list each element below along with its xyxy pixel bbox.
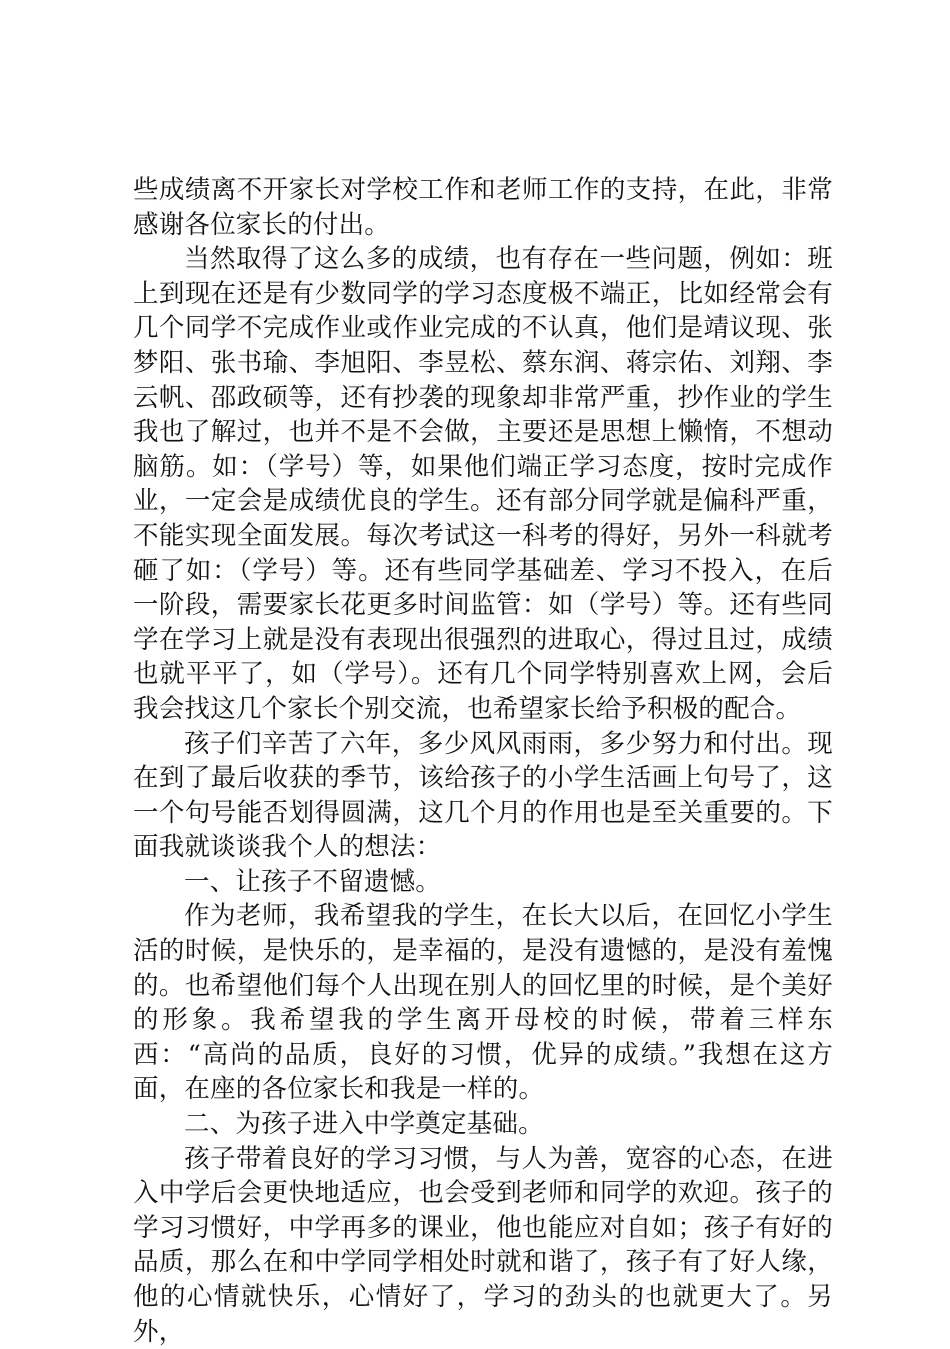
paragraph-harvest-season: 孩子们辛苦了六年，多少风风雨雨，多少努力和付出。现在到了最后收获的季节，该给孩子的小学生活画上句号了，这一个句号能否划得圆满，这几个月的作用也是至关重要的。下面我就谈谈我个人的想法： — [133, 728, 833, 863]
paragraph-middle-school: 孩子带着良好的学习习惯，与人为善，宽容的心态，在进入中学后会更快地适应，也会受到老师和同学的欢迎。孩子的学习习惯好，中学再多的课业，他也能应对自如；孩子有好的品质，那么在和中学同学相处时就和谐了，孩子有了好人缘，他的心情就快乐，心情好了，学习的劲头的也就更大了。另外， — [133, 1143, 833, 1347]
paragraph-no-regrets: 作为老师，我希望我的学生，在长大以后，在回忆小学生活的时候，是快乐的，是幸福的，是没有遗憾的，是没有羞愧的。也希望他们每个人出现在别人的回忆里的时候，是个美好的形象。我希望我的学生离开母校的时候，带着三样东西：“高尚的品质，良好的习惯，优异的成绩。”我想在这方面，在座的各位家长和我是一样的。 — [133, 901, 833, 1105]
paragraph-problems: 当然取得了这么多的成绩，也有存在一些问题，例如：班上到现在还是有少数同学的学习态度极不端正，比如经常会有几个同学不完成作业或作业完成的不认真，他们是靖议现、张梦阳、张书瑜、李旭阳、李昱松、蔡东润、蒋宗佑、刘翔、李云帆、邵政硕等，还有抄袭的现象却非常严重，抄作业的学生我也了解过，也并不是不会做，主要还是思想上懒惰，不想动脑筋。如：（学号）等，如果他们端正学习态度，按时完成作业，一定会是成绩优良的学生。还有部分同学就是偏科严重，不能实现全面发展。每次考试这一科考的得好，另外一科就考砸了如：（学号）等。还有些同学基础差、学习不投入，在后一阶段，需要家长花更多时间监管：如（学号）等。还有些同学在学习上就是没有表现出很强烈的进取心，得过且过，成绩也就平平了，如（学号）。还有几个同学特别喜欢上网，会后我会找这几个家长个别交流，也希望家长给予积极的配合。 — [133, 244, 833, 724]
body-text — [133, 173, 833, 1349]
paragraph-continuation: 些成绩离不开家长对学校工作和老师工作的支持，在此，非常感谢各位家长的付出。 — [133, 175, 833, 240]
section-heading-two: 二、为孩子进入中学奠定基础。 — [184, 1109, 544, 1140]
section-heading-one: 一、让孩子不留遗憾。 — [184, 866, 442, 897]
